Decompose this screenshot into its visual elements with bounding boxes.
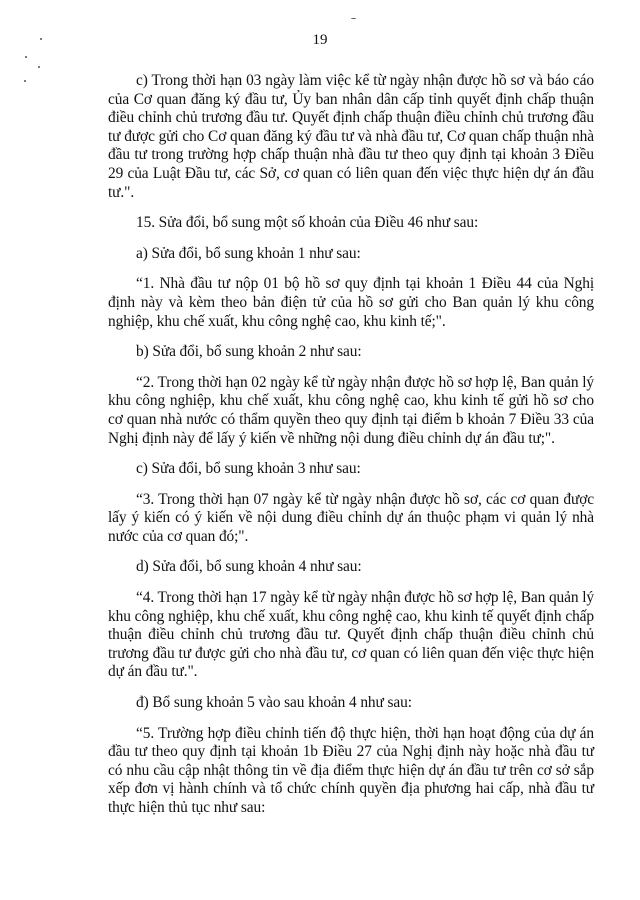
paragraph-clause-4: “4. Trong thời hạn 17 ngày kể từ ngày nhận được hồ sơ hợp lệ, Ban quản lý khu công nghiệp, khu chế xuất, khu công nghệ cao, khu kinh tế quyết định chấp thuận điều chỉnh chủ trương đầu tư. Quyết định chấp thuận điều chỉnh chủ trương đầu tư được gửi cho nhà đầu tư, cơ quan có liên quan đến việc thực hiện dự án đầu tư.". xyxy=(108,589,594,681)
scan-speck xyxy=(351,18,356,19)
paragraph-d-heading: d) Sửa đổi, bổ sung khoản 4 như sau: xyxy=(136,558,362,576)
scan-speck xyxy=(38,66,40,68)
document-body xyxy=(108,72,594,830)
paragraph-clause-3: “3. Trong thời hạn 07 ngày kể từ ngày nhận được hồ sơ, các cơ quan được lấy ý kiến có ý kiến về nội dung điều chỉnh dự án thuộc phạm vi quản lý nhà nước của cơ quan đó;". xyxy=(108,490,594,545)
paragraph-clause-2: “2. Trong thời hạn 02 ngày kể từ ngày nhận được hồ sơ hợp lệ, Ban quản lý khu công nghiệp, khu chế xuất, khu công nghệ cao, khu kinh tế gửi hồ sơ cho cơ quan nhà nước có thẩm quyền theo quy định tại điểm b khoản 7 Điều 33 của Nghị định này để lấy ý kiến về những nội dung điều chỉnh dự án đầu tư;". xyxy=(108,373,594,447)
scan-speck xyxy=(25,56,27,58)
scan-speck xyxy=(40,38,42,40)
paragraph-c-heading: c) Sửa đổi, bổ sung khoản 3 như sau: xyxy=(136,460,361,478)
paragraph-item-15: 15. Sửa đổi, bổ sung một số khoản của Điều 46 như sau: xyxy=(136,214,479,232)
paragraph-c-conclusion: c) Trong thời hạn 03 ngày làm việc kể từ ngày nhận được hồ sơ và báo cáo của Cơ quan đăng ký đầu tư, Ủy ban nhân dân cấp tỉnh quyết định chấp thuận điều chỉnh chủ trương đầu tư. Quyết định chấp thuận điều chỉnh chủ trương đầu tư được gửi cho Cơ quan đăng ký đầu tư và nhà đầu tư, Cơ quan chấp thuận nhà đầu tư trong trường hợp chấp thuận nhà đầu tư theo quy định tại khoản 3 Điều 29 của Luật Đầu tư, các Sở, cơ quan có liên quan đến việc thực hiện dự án đầu tư.". xyxy=(108,72,594,201)
paragraph-b-heading: b) Sửa đổi, bổ sung khoản 2 như sau: xyxy=(136,343,362,361)
paragraph-clause-5: “5. Trường hợp điều chỉnh tiến độ thực hiện, thời hạn hoạt động của dự án đầu tư theo quy định tại khoản 1b Điều 27 của Nghị định này hoặc nhà đầu tư có nhu cầu cập nhật thông tin về địa điểm thực hiện dự án đầu tư trên cơ sở sắp xếp đơn vị hành chính và tổ chức chính quyền địa phương hai cấp, nhà đầu tư thực hiện thủ tục như sau: xyxy=(108,724,594,816)
page-number: 19 xyxy=(312,32,328,48)
paragraph-a-heading: a) Sửa đổi, bổ sung khoản 1 như sau: xyxy=(136,244,361,262)
scan-speck xyxy=(24,80,26,82)
paragraph-dd-heading: đ) Bổ sung khoản 5 vào sau khoản 4 như sau: xyxy=(136,694,412,712)
paragraph-clause-1: “1. Nhà đầu tư nộp 01 bộ hồ sơ quy định tại khoản 1 Điều 44 của Nghị định này và kèm theo bản điện tử của hồ sơ gửi cho Ban quản lý khu công nghiệp, khu chế xuất, khu công nghệ cao, khu kinh tế;". xyxy=(108,275,594,330)
